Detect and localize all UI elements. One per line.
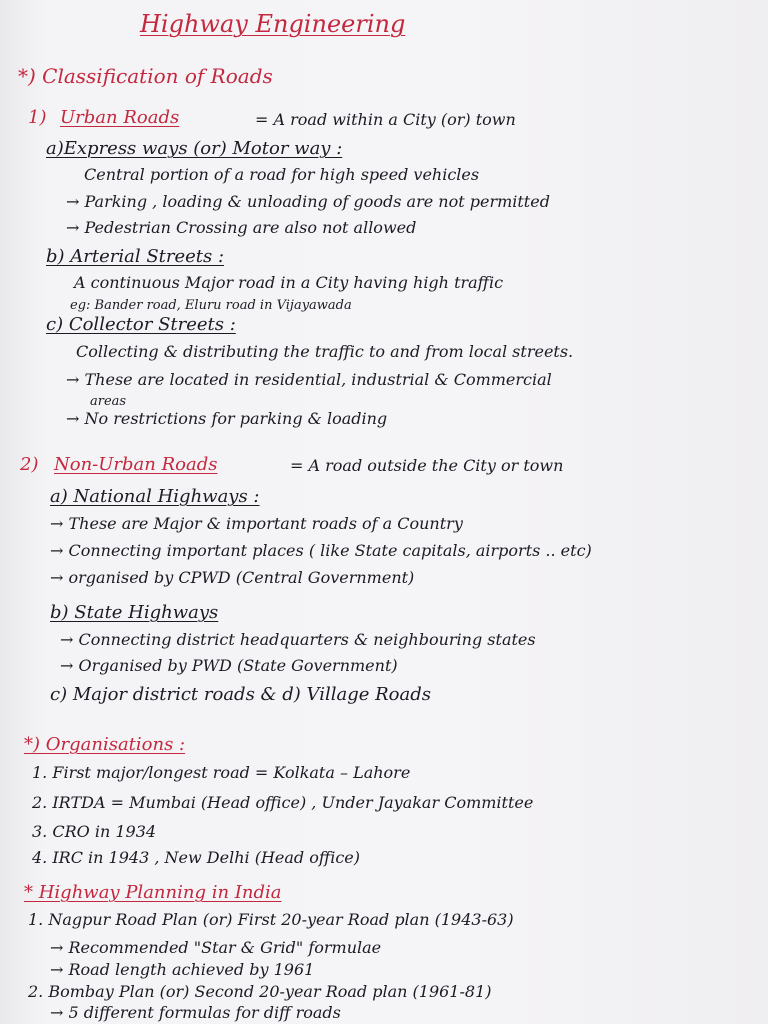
nonurban-number: 2) — [20, 454, 39, 475]
urban-number: 1) — [28, 107, 47, 128]
arterial-example: eg: Bander road, Eluru road in Vijayawada — [70, 298, 352, 313]
planning-plan-1-bullet-1: → Recommended "Star & Grid" formulae — [50, 938, 382, 957]
urban-roads-label: Urban Roads — [60, 107, 180, 128]
org-item-1: 1. First major/longest road = Kolkata – Lahore — [32, 763, 411, 782]
arterial-def: A continuous Major road in a City having high traffic — [74, 273, 504, 292]
collector-bullet-1: → These are located in residential, industrial & Commercial — [66, 370, 552, 389]
national-label: a) National Highways : — [50, 486, 260, 507]
state-bullet-2: → Organised by PWD (State Government) — [60, 656, 398, 675]
org-item-2: 2. IRTDA = Mumbai (Head office) , Under Jayakar Committee — [32, 793, 534, 812]
state-label: b) State Highways — [50, 602, 219, 623]
national-bullet-1: → These are Major & important roads of a Country — [50, 514, 463, 533]
collector-bullet-2: → No restrictions for parking & loading — [66, 409, 388, 428]
planning-plan-1-bullet-2: → Road length achieved by 1961 — [50, 960, 315, 979]
nonurban-roads-label: Non-Urban Roads — [54, 454, 218, 475]
express-bullet-1: → Parking , loading & unloading of goods are not permitted — [66, 192, 550, 211]
express-bullet-2: → Pedestrian Crossing are also not allowed — [66, 218, 417, 237]
org-item-4: 4. IRC in 1943 , New Delhi (Head office) — [32, 848, 360, 867]
arterial-label: b) Arterial Streets : — [46, 246, 225, 267]
national-bullet-2: → Connecting important places ( like State capitals, airports .. etc) — [50, 541, 592, 560]
collector-label: c) Collector Streets : — [46, 314, 236, 335]
nonurban-definition: = A road outside the City or town — [290, 456, 564, 475]
planning-plan-2-bullet-1: → 5 different formulas for diff roads — [50, 1003, 341, 1022]
express-def: Central portion of a road for high speed vehicles — [84, 165, 480, 184]
organisations-heading: *) Organisations : — [24, 734, 186, 755]
planning-plan-1: 1. Nagpur Road Plan (or) First 20-year Road plan (1943-63) — [28, 910, 514, 929]
org-item-3: 3. CRO in 1934 — [32, 822, 157, 841]
national-bullet-3: → organised by CPWD (Central Government) — [50, 568, 415, 587]
express-label: a)Express ways (or) Motor way : — [46, 138, 343, 159]
collector-bullet-1-cont: areas — [90, 394, 127, 409]
planning-plan-2: 2. Bombay Plan (or) Second 20-year Road plan (1961-81) — [28, 982, 492, 1001]
planning-heading: * Highway Planning in India — [24, 882, 282, 903]
urban-definition: = A road within a City (or) town — [255, 110, 516, 129]
classification-heading: *) Classification of Roads — [18, 64, 273, 88]
other-roads: c) Major district roads & d) Village Roads — [50, 684, 432, 705]
page-title: Highway Engineering — [140, 10, 406, 38]
state-bullet-1: → Connecting district headquarters & neighbouring states — [60, 630, 536, 649]
collector-def: Collecting & distributing the traffic to and from local streets. — [76, 342, 574, 361]
